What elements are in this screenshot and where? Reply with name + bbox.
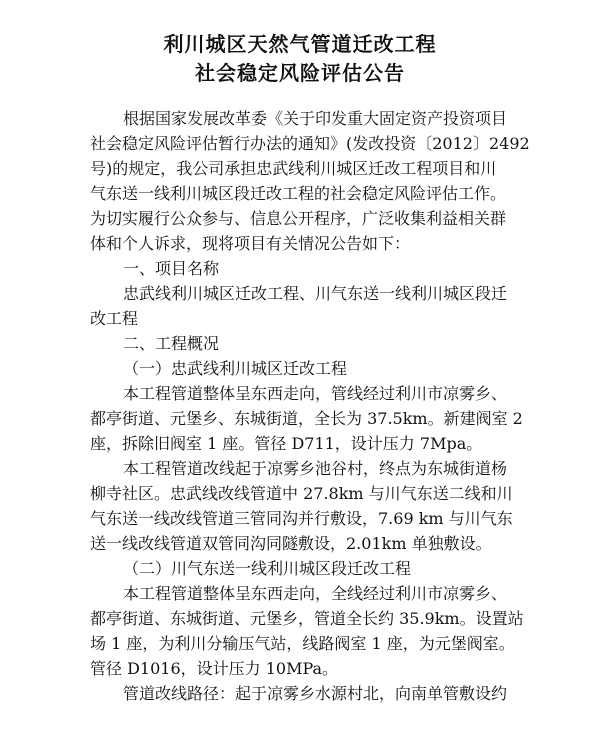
body-line: 柳寺社区。忠武线改线管道中 27.8km 与川气东送二线和川 — [90, 484, 513, 503]
body-line: 本工程管道整体呈东西走向，全线经过利川市凉雾乡、 — [123, 584, 508, 603]
body-line: 社会稳定风险评估暂行办法的通知》(发改投资〔2012〕2492 — [90, 134, 530, 153]
body-line: 改工程 — [90, 309, 139, 328]
body-line: 送一线改线管道双管同沟同隧敷设，2.01km 单独敷设。 — [90, 534, 492, 553]
body-line: 本工程管道整体呈东西走向，管线经过利川市凉雾乡、 — [123, 384, 508, 403]
body-line: 根据国家发展改革委《关于印发重大固定资产投资项目 — [123, 109, 508, 128]
document-subtitle: 社会稳定风险评估公告 — [195, 61, 405, 85]
body-line: 管径 D1016，设计压力 10MPa。 — [90, 659, 339, 678]
body-line: 都亭街道、东城街道、元堡乡，管道全长约 35.9km。设置站 — [90, 609, 524, 628]
body-line: 号)的规定，我公司承担忠武线利川城区迁改工程项目和川 — [90, 159, 497, 178]
body-line: 忠武线利川城区迁改工程、川气东送一线利川城区段迁 — [123, 284, 508, 303]
body-line: 体和个人诉求，现将项目有关情况公告如下： — [90, 234, 411, 253]
body-line: 座，拆除旧阀室 1 座。管径 D711，设计压力 7Mpa。 — [90, 434, 483, 453]
body-line: 本工程管道改线起于凉雾乡池谷村，终点为东城街道杨 — [123, 459, 508, 478]
body-line: 气东送一线利川城区段迁改工程的社会稳定风险评估工作。 — [90, 184, 507, 203]
section-heading: 二、工程概况 — [123, 334, 220, 353]
body-line: 场 1 座，为利川分输压气站，线路阀室 1 座，为元堡阀室。 — [90, 634, 515, 653]
body-line: 气东送一线改线管道三管同沟并行敷设，7.69 km 与川气东 — [90, 509, 513, 528]
document-title: 利川城区天然气管道迁改工程 — [163, 32, 437, 56]
subsection-heading: （一）忠武线利川城区迁改工程 — [123, 359, 348, 378]
body-line: 为切实履行公众参与、信息公开程序，广泛收集利益相关群 — [90, 209, 507, 228]
section-heading: 一、项目名称 — [123, 259, 220, 278]
body-line: 管道改线路径：起于凉雾乡水源村北，向南单管敷设约 — [123, 684, 508, 703]
subsection-heading: （二）川气东送一线利川城区段迁改工程 — [123, 559, 412, 578]
body-line: 都亭街道、元堡乡、东城街道，全长为 37.5km。新建阀室 2 — [90, 409, 523, 428]
